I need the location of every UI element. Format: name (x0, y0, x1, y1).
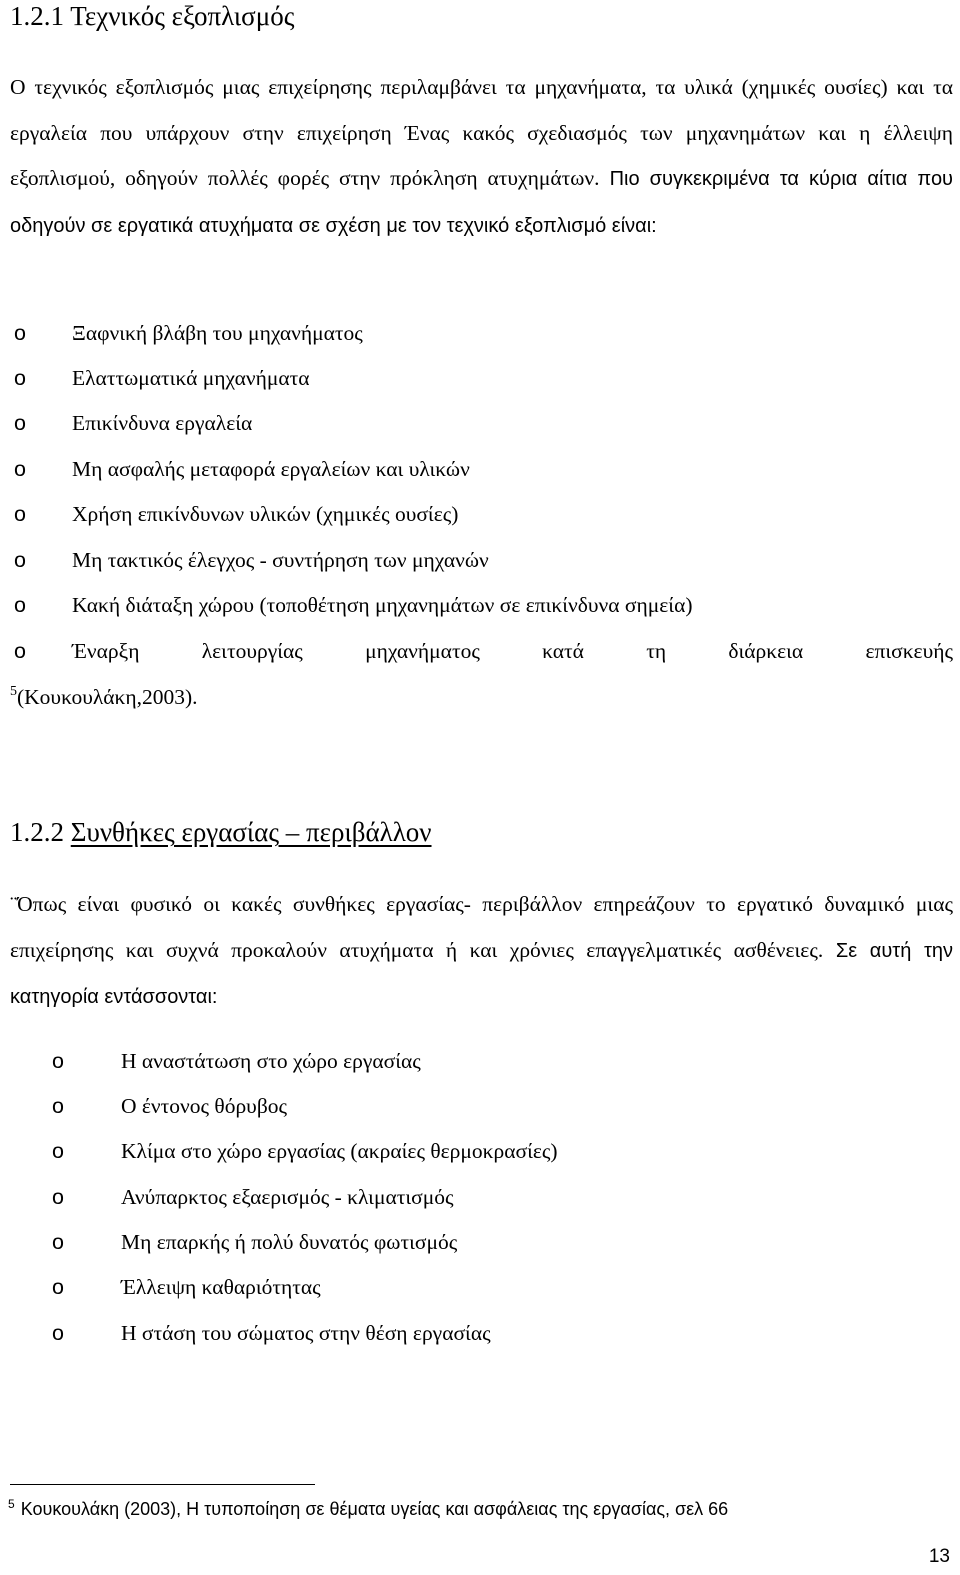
list-item: o Ελαττωματικά μηχανήματα (0, 356, 960, 401)
paragraph-sans-part: Σε αυτή την κατηγορία εντάσσονται: (10, 939, 953, 1009)
intro-paragraph-working-conditions (10, 882, 953, 1021)
list-item-justified (0, 629, 960, 674)
heading-text: Συνθήκες εργασίας – περιβάλλον (70, 817, 432, 847)
list-item: o Ξαφνική βλάβη του μηχανήματος (0, 311, 960, 356)
footnote-separator (10, 1484, 315, 1485)
list-item: o Μη τακτικός έλεγχος - συντήρηση των μηχανών (0, 538, 960, 583)
list-item: o Μη επαρκής ή πολύ δυνατός φωτισμός (0, 1220, 960, 1265)
bullet-marker: o (14, 457, 26, 481)
list-item: o Κλίμα στο χώρο εργασίας (ακραίες θερμοκρασίες) (0, 1129, 960, 1174)
paragraph-sans-part: Πιο συγκεκριμένα τα κύρια αίτια που οδηγούν σε εργατικά ατυχήματα σε σχέση με τον τεχνικό εξοπλισμό είναι: (10, 168, 953, 237)
justified-item-line: Έναρξη λειτουργίας μηχανήματος κατά τη διάρκεια επισκευής (72, 639, 953, 663)
bullet-marker: o (52, 1139, 64, 1163)
bullet-marker: o (14, 411, 26, 435)
list-item: o Ανύπαρκτος εξαερισμός - κλιματισμός (0, 1175, 960, 1220)
paragraph-serif-part: ¨Όπως είναι φυσικό οι κακές συνθήκες εργασίας- περιβάλλον επηρεάζουν το εργατικό δυναμικό μιας επιχείρησης και συχνά προκαλούν ατυχήματα ή και χρόνιες επαγγελματικές ασθένειες. (10, 892, 953, 962)
list-item: o Ο έντονος θόρυβος (0, 1084, 960, 1129)
list-item: o Η αναστάτωση στο χώρο εργασίας (0, 1039, 960, 1084)
page-number: 13 (928, 1546, 950, 1567)
footnote (8, 1496, 728, 1522)
list-item: o Μη ασφαλής μεταφορά εργαλείων και υλικών (0, 447, 960, 492)
footnote-text: Κουκουλάκη (2003), Η τυποποίηση σε θέματα υγείας και ασφάλειας της εργασίας, σελ 66 (20, 1499, 729, 1519)
bullet-marker: o (14, 321, 26, 345)
list-item: o Κακή διάταξη χώρου (τοποθέτηση μηχανημάτων σε επικίνδυνα σημεία) (0, 583, 960, 628)
paragraph-serif-part: Ο τεχνικός εξοπλισμός μιας επιχείρησης περιλαμβάνει τα μηχανήματα, τα υλικά (χημικές ουσίες) και τα εργαλεία που υπάρχουν στην επιχείρηση Ένας κακός σχεδιασμός των μηχανημάτων και η έλλειψη εξοπλισμού, οδηγούν πολλές φορές στην πρόκληση ατυχημάτων. (10, 75, 953, 191)
bullet-marker: o (52, 1321, 64, 1345)
bullet-marker: o (14, 548, 26, 572)
heading-number: 1.2.2 (10, 817, 71, 847)
section-heading-1-2-1: 1.2.1 Τεχνικός εξοπλισμός (10, 1, 295, 31)
list-item: o Χρήση επικίνδυνων υλικών (χημικές ουσίες) (0, 492, 960, 537)
bullet-marker: o (52, 1230, 64, 1254)
bullet-marker: o (52, 1185, 64, 1209)
bullet-marker: o (14, 639, 26, 663)
item-continuation-citation (10, 675, 198, 720)
list-item: o Έλλειψη καθαριότητας (0, 1265, 960, 1310)
citation-text: (Κουκουλάκη,2003). (17, 685, 198, 709)
footnote-reference: 5 (10, 684, 17, 699)
section-heading-1-2-2 (10, 816, 432, 848)
intro-paragraph-technical-equipment (10, 65, 953, 249)
bullet-marker: o (14, 593, 26, 617)
bullet-marker: o (14, 502, 26, 526)
bullet-marker: o (14, 366, 26, 390)
list-item: o Επικίνδυνα εργαλεία (0, 401, 960, 446)
bullet-marker: o (52, 1049, 64, 1073)
list-item: o Η στάση του σώματος στην θέση εργασίας (0, 1311, 960, 1356)
footnote-number: 5 (8, 1497, 15, 1511)
bullet-marker: o (52, 1094, 64, 1118)
bullet-marker: o (52, 1275, 64, 1299)
